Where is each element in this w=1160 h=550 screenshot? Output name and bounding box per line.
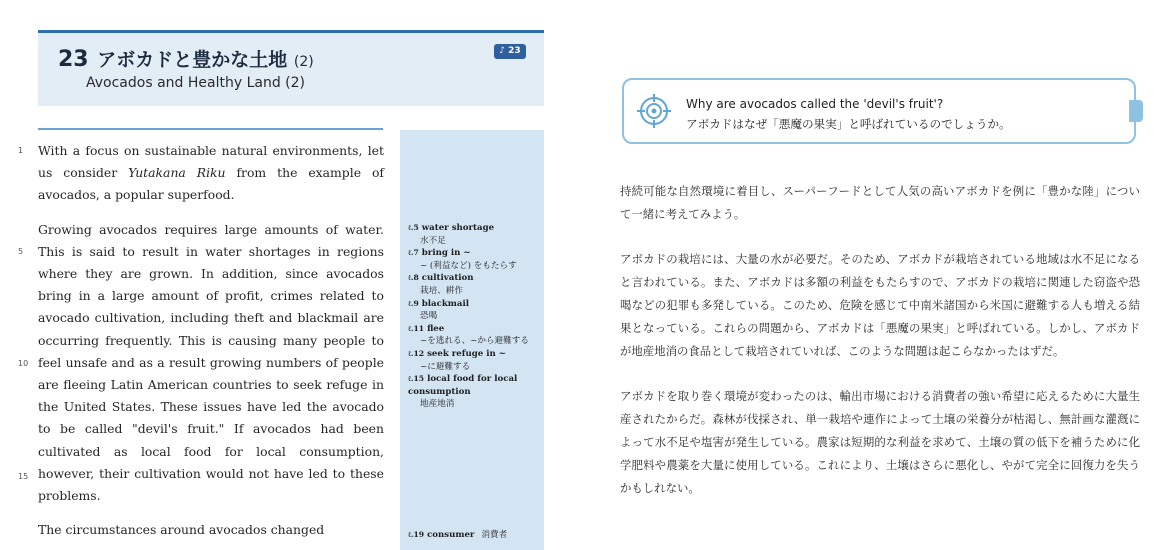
translation-paragraph: アボカドを取り巻く環境が変わったのは、輸出市場における消費者の強い希望に応えるために大量生産されたからだ。森林が伐採され、単一栽培や連作によって土壌の栄養分が枯渇し、無計画な灌漑によって水不足や塩害が発生している。農家は短期的な利益を求めて、土壌の質の低下を補うために化学肥料や農薬を大量に使用している。これにより、土壌はさらに悪化し、やがて完全に回復力を失うかもしれない。 [620,389,1140,495]
line-number: 15 [18,472,29,481]
passage-paragraph: The circumstances around avocados changed [38,522,325,538]
question-japanese: アボカドはなぜ「悪魔の果実」と呼ばれているのでしょうか。 [686,117,1011,131]
translation-paragraph: 持続可能な自然環境に着目し、スーパーフードとして人気の高いアボカドを例に「豊かな陸」について一緒に考えてみよう。 [620,184,1140,221]
question-english: Why are avocados called the 'devil's fruit'? [686,97,944,111]
question-box [622,78,1136,144]
line-number: 1 [18,146,24,155]
left-page [0,0,560,550]
lesson-subtitle: Avocados and Healthy Land (2) [86,75,305,91]
lesson-header [38,33,544,106]
question-box-tab [1129,100,1143,122]
lesson-part: (2) [293,54,314,70]
translation-paragraph: アボカドの栽培には、大量の水が必要だ。そのため、アボカドが栽培されている地域は水不足になると言われている。また、アボカドは多額の利益をもたらすので、アボカドの栽培に関連した窃盗や恐喝などの犯罪も多発している。このため、危険を感じて中南米諸国から米国に避難する人も増える結果となっている。これらの問題から、アボカドは「悪魔の果実」と呼ばれている。しかし、アボカドが地産地消の食品として栽培されていれば、このような問題は起こらなかったはずだ。 [620,252,1140,358]
target-icon [636,93,672,129]
vocabulary-column [400,130,544,550]
vocab-item: ℓ.11 flee ~を逃れる、~から避難する [408,323,529,347]
vocab-item: ℓ.7 bring in ~ ~ (利益など) をもたらす [408,248,517,271]
vocab-item: ℓ.9 blackmail 恐喝 [408,298,470,322]
line-number: 10 [18,359,29,368]
reading-passage [38,140,384,541]
vocab-item-bottom: ℓ.19 consumer 消費者 [408,530,508,540]
lesson-title-jp: アボカドと豊かな土地 [97,49,288,71]
vocab-item: ℓ.15 local food for local consumption 地産地消 [408,374,518,410]
right-page [590,0,1160,550]
lesson-number: 23 [58,47,89,72]
vocab-item: ℓ.8 cultivation 栽培、耕作 [408,273,474,296]
japanese-translation [620,180,1140,522]
line-number: 5 [18,247,24,256]
passage-paragraph: With a focus on sustainable natural environments, let us consider Yutakana Riku from the example of avocados, a popular superfood. [38,143,384,203]
vocabulary-list [408,222,542,411]
text-top-rule [38,128,383,130]
passage-paragraph: Growing avocados requires large amounts of water. This is said to result in water shortages in regions where they are grown. In addition, since avocados bring in a large amount of profit, crimes related to avocado cultivation, including theft and blackmail are occurring frequently. This is causing many people to feel unsafe and as a result growing numbers of people are fleeing Latin American countries to seek refuge in the United States. These issues have led the avocado to be called "devil's fruit." If avocados had been cultivated as local food for local consumption, however, their cultivation would not have led to these problems. [38,221,384,504]
audio-track-badge[interactable]: ♪ 23 [494,44,526,59]
vocab-item: ℓ.12 seek refuge in ~ ~に避難する [408,348,506,372]
vocab-item: ℓ.5 water shortage 水不足 [408,223,495,246]
lesson-title [58,45,314,72]
